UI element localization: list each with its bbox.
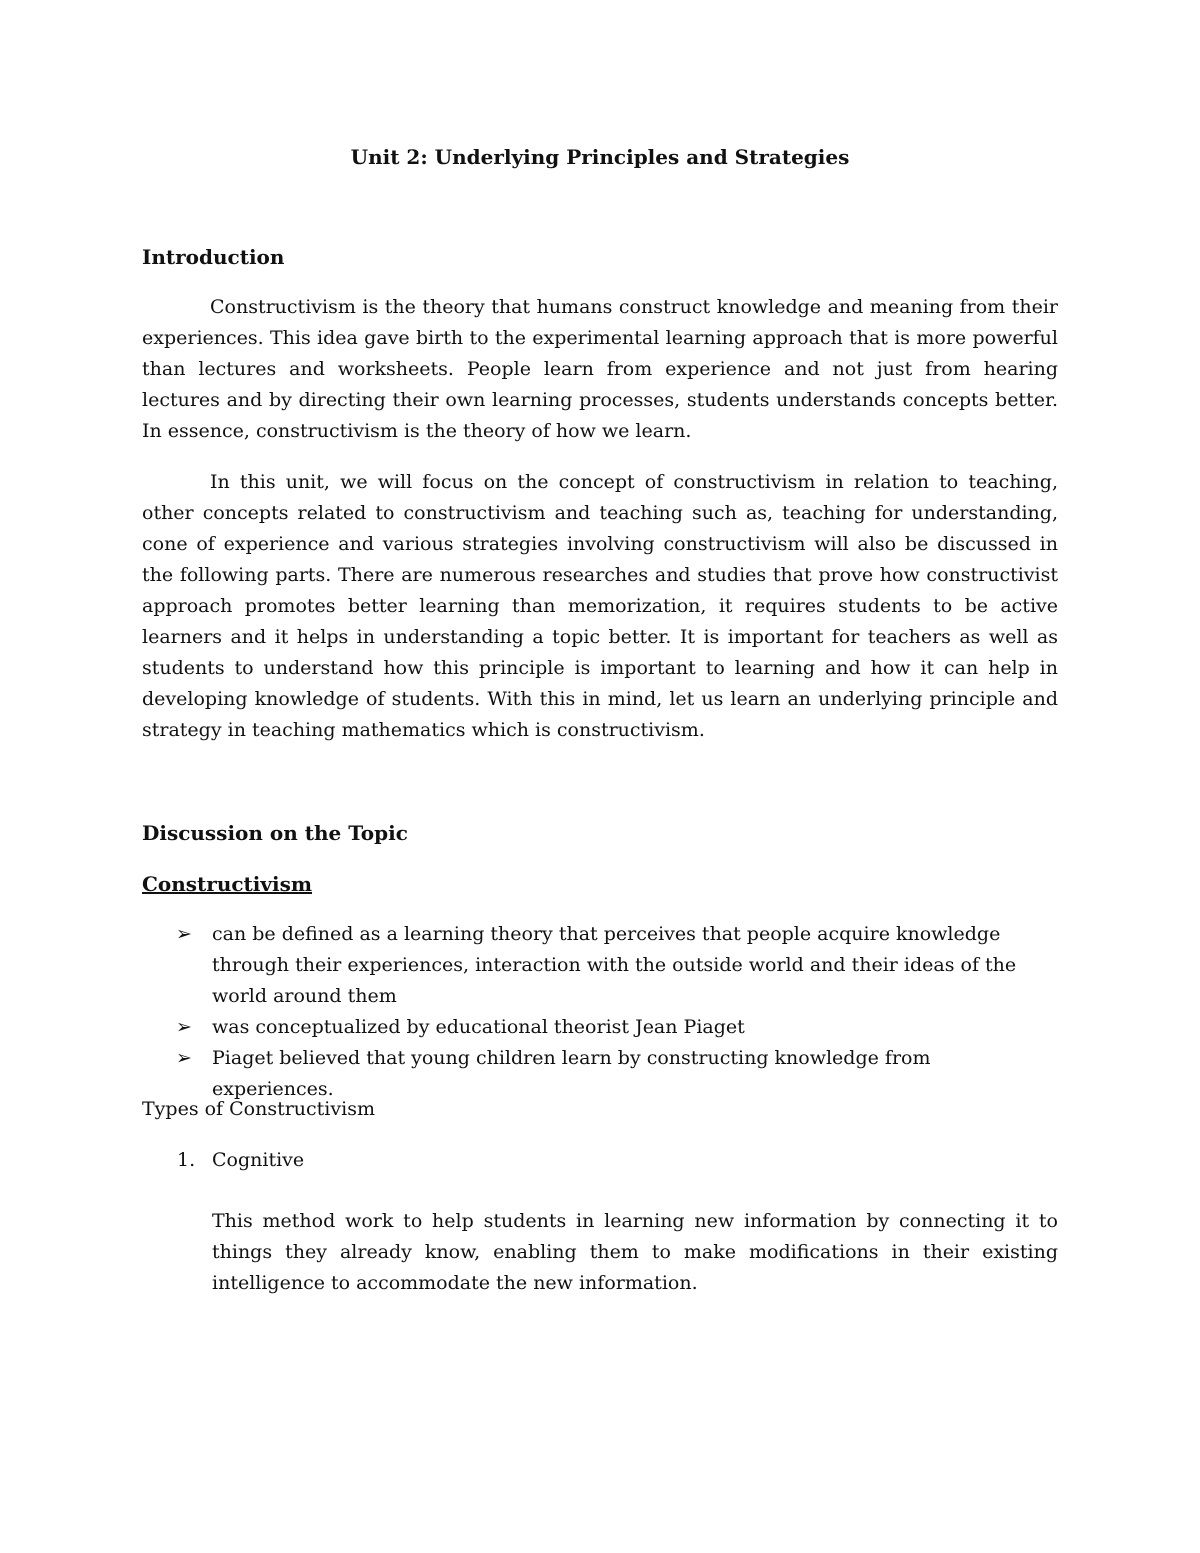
introduction-paragraph-2: In this unit, we will focus on the concept of constructivism in relation to teaching, other concepts related to constructivism and teaching such as, teaching for understanding, cone of experience and various strategies involving constructivism will also be discussed in the following parts. There are numerous researches and studies that prove how constructivist approach promotes better learning than memorization, it requires students to be active learners and it helps in understanding a topic better. It is important for teachers as well as students to understand how this principle is important to learning and how it can help in developing knowledge of students. With this in mind, let us learn an underlying principle and strategy in teaching mathematics which is constructivism. [142,471,1058,741]
bullet-text: can be defined as a learning theory that perceives that people acquire knowledge through their experiences, interaction with the outside world and their ideas of the world around them [212,923,1017,1007]
bullet-text: was conceptualized by educational theorist Jean Piaget [212,1016,745,1038]
document-title: Unit 2: Underlying Principles and Strategies [350,145,850,169]
numbered-item-cognitive [177,1145,304,1176]
item-number: 1. [177,1149,196,1171]
introduction-paragraph-1: Constructivism is the theory that humans construct knowledge and meaning from their experiences. This idea gave birth to the experimental learning approach that is more powerful than lectures and worksheets. People learn from experience and not just from hearing lectures and by directing their own learning processes, students understands concepts better. In essence, constructivism is the theory of how we learn. [142,296,1058,442]
discussion-heading: Discussion on the Topic [142,821,408,845]
types-of-constructivism-label: Types of Constructivism [142,1098,375,1120]
cognitive-description: This method work to help students in learning new information by connecting it to things they already know, enabling them to make modifications in their existing intelligence to accommodate the new information. [212,1210,1058,1294]
item-name: Cognitive [212,1149,305,1171]
bullet-text: Piaget believed that young children learn by constructing knowledge from experiences. [212,1047,931,1100]
introduction-heading: Introduction [142,245,285,269]
arrowhead-bullet-icon: ➢ [176,923,192,945]
constructivism-subheading: Constructivism [142,872,313,896]
constructivism-bullet-list [142,919,1058,1105]
arrowhead-bullet-icon: ➢ [176,1047,192,1069]
arrowhead-bullet-icon: ➢ [176,1016,192,1038]
list-item [142,1012,1058,1043]
list-item [142,919,1058,1012]
